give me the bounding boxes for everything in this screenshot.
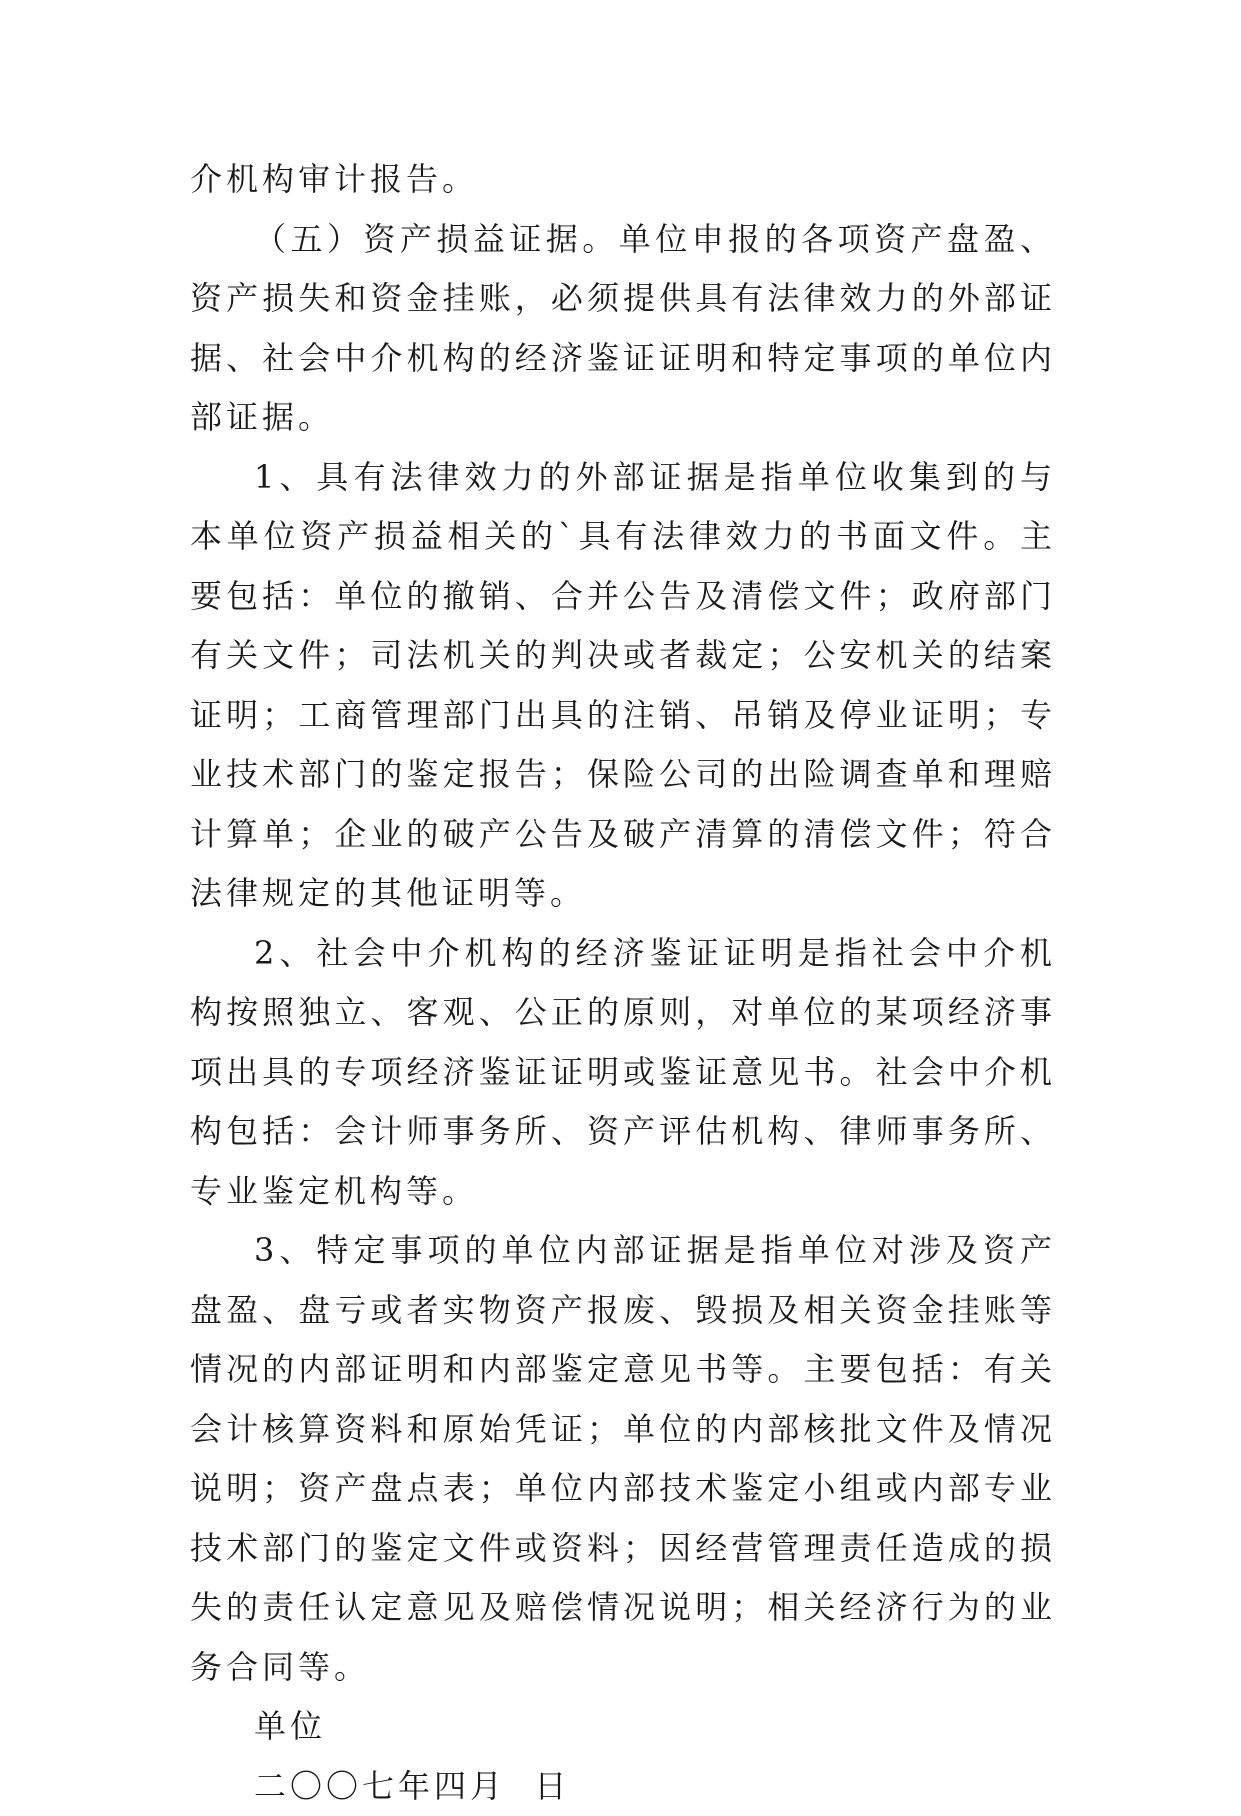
- paragraph-section-five: （五）资产损益证据。单位申报的各项资产盘盈、资产损失和资金挂账，必须提供具有法律效力的外部证据、社会中介机构的经济鉴证证明和特定事项的单位内部证据。: [190, 210, 1056, 448]
- paragraph-continuation: 介机构审计报告。: [190, 150, 1056, 210]
- paragraph-item-3: 3、特定事项的单位内部证据是指单位对涉及资产盘盈、盘亏或者实物资产报废、毁损及相关资金挂账等情况的内部证明和内部鉴定意见书等。主要包括：有关会计核算资料和原始凭证；单位的内部核批文件及情况说明；资产盘点表；单位内部技术鉴定小组或内部专业技术部门的鉴定文件或资料；因经营管理责任造成的损失的责任认定意见及赔偿情况说明；相关经济行为的业务合同等。: [190, 1221, 1056, 1697]
- document-page: [190, 150, 1056, 1816]
- paragraph-item-2: 2、社会中介机构的经济鉴证证明是指社会中介机构按照独立、客观、公正的原则，对单位的某项经济事项出具的专项经济鉴证证明或鉴证意见书。社会中介机构包括：会计师事务所、资产评估机构、律师事务所、专业鉴定机构等。: [190, 924, 1056, 1222]
- signature-unit: 单位: [190, 1697, 1056, 1757]
- signature-date: 二〇〇七年四月 日: [190, 1757, 1056, 1816]
- paragraph-item-1: 1、具有法律效力的外部证据是指单位收集到的与本单位资产损益相关的`具有法律效力的书面文件。主要包括：单位的撤销、合并公告及清偿文件；政府部门有关文件；司法机关的判决或者裁定；公安机关的结案证明；工商管理部门出具的注销、吊销及停业证明；专业技术部门的鉴定报告；保险公司的出险调查单和理赔计算单；企业的破产公告及破产清算的清偿文件；符合法律规定的其他证明等。: [190, 448, 1056, 924]
